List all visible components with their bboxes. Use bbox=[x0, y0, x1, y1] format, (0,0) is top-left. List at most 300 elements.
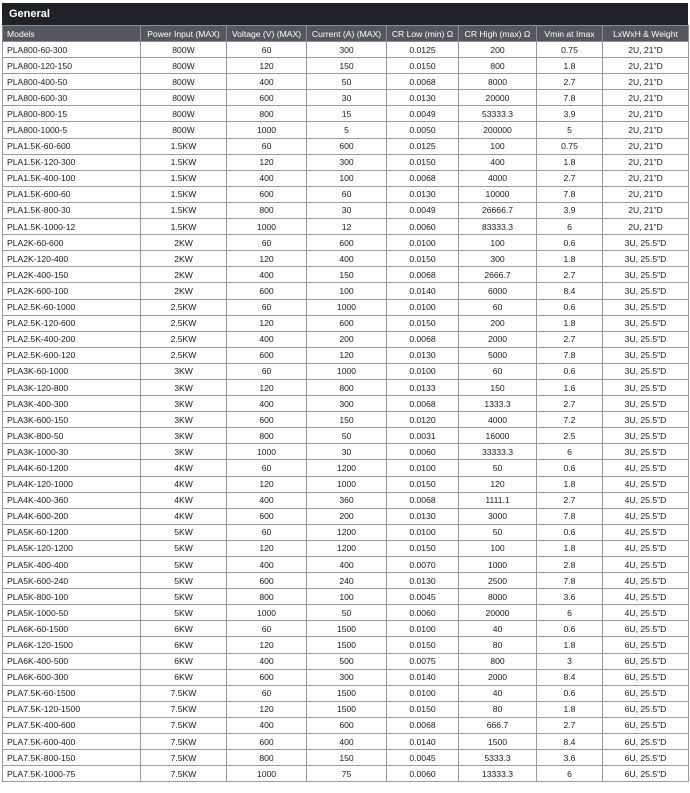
model-cell: PLA3K-1000-30 bbox=[3, 444, 141, 460]
table-row bbox=[3, 476, 689, 492]
model-cell: PLA800-120-150 bbox=[3, 58, 141, 74]
cr-high-cell: 2500 bbox=[459, 573, 537, 589]
dimensions-cell: 2U, 21"D bbox=[603, 42, 689, 58]
power-input-cell: 5KW bbox=[141, 540, 227, 556]
power-input-cell: 4KW bbox=[141, 460, 227, 476]
current-cell: 75 bbox=[307, 766, 387, 782]
cr-high-cell: 100 bbox=[459, 235, 537, 251]
voltage-cell: 400 bbox=[227, 170, 307, 186]
table-row bbox=[3, 766, 689, 782]
vmin-cell: 6 bbox=[537, 766, 603, 782]
current-cell: 1500 bbox=[307, 685, 387, 701]
voltage-cell: 800 bbox=[227, 750, 307, 766]
power-input-cell: 3KW bbox=[141, 412, 227, 428]
model-cell: PLA2.5K-60-1000 bbox=[3, 299, 141, 315]
voltage-cell: 1000 bbox=[227, 219, 307, 235]
table-row bbox=[3, 299, 689, 315]
cr-low-cell: 0.0150 bbox=[387, 637, 459, 653]
dimensions-cell: 3U, 25.5"D bbox=[603, 363, 689, 379]
current-cell: 400 bbox=[307, 251, 387, 267]
power-input-cell: 6KW bbox=[141, 653, 227, 669]
table-row bbox=[3, 251, 689, 267]
cr-low-cell: 0.0068 bbox=[387, 74, 459, 90]
cr-high-cell: 6000 bbox=[459, 283, 537, 299]
cr-low-cell: 0.0130 bbox=[387, 573, 459, 589]
power-input-cell: 1.5KW bbox=[141, 138, 227, 154]
cr-high-cell: 83333.3 bbox=[459, 219, 537, 235]
power-input-cell: 3KW bbox=[141, 444, 227, 460]
dimensions-cell: 2U, 21"D bbox=[603, 170, 689, 186]
current-cell: 150 bbox=[307, 58, 387, 74]
voltage-cell: 600 bbox=[227, 186, 307, 202]
cr-low-cell: 0.0100 bbox=[387, 299, 459, 315]
voltage-cell: 120 bbox=[227, 154, 307, 170]
cr-high-cell: 1333.3 bbox=[459, 396, 537, 412]
cr-low-cell: 0.0100 bbox=[387, 363, 459, 379]
model-cell: PLA2K-400-150 bbox=[3, 267, 141, 283]
voltage-cell: 400 bbox=[227, 396, 307, 412]
dimensions-cell: 3U, 25.5"D bbox=[603, 444, 689, 460]
cr-low-cell: 0.0100 bbox=[387, 460, 459, 476]
vmin-cell: 8.4 bbox=[537, 669, 603, 685]
dimensions-cell: 3U, 25.5"D bbox=[603, 412, 689, 428]
cr-low-cell: 0.0125 bbox=[387, 42, 459, 58]
power-input-cell: 800W bbox=[141, 42, 227, 58]
table-row bbox=[3, 460, 689, 476]
current-cell: 240 bbox=[307, 573, 387, 589]
dimensions-cell: 4U, 25.5"D bbox=[603, 573, 689, 589]
power-input-cell: 7.5KW bbox=[141, 766, 227, 782]
dimensions-cell: 4U, 25.5"D bbox=[603, 540, 689, 556]
table-row bbox=[3, 331, 689, 347]
power-input-cell: 5KW bbox=[141, 557, 227, 573]
power-input-cell: 7.5KW bbox=[141, 750, 227, 766]
vmin-cell: 2.7 bbox=[537, 74, 603, 90]
current-cell: 1500 bbox=[307, 637, 387, 653]
current-cell: 400 bbox=[307, 557, 387, 573]
cr-high-cell: 1000 bbox=[459, 557, 537, 573]
voltage-cell: 600 bbox=[227, 412, 307, 428]
model-cell: PLA2K-120-400 bbox=[3, 251, 141, 267]
table-row bbox=[3, 717, 689, 733]
spec-sheet bbox=[2, 3, 688, 782]
column-header-current: Current (A) (MAX) bbox=[307, 26, 387, 42]
voltage-cell: 60 bbox=[227, 42, 307, 58]
vmin-cell: 1.6 bbox=[537, 379, 603, 395]
cr-high-cell: 666.7 bbox=[459, 717, 537, 733]
dimensions-cell: 2U, 21"D bbox=[603, 186, 689, 202]
column-header-power-input: Power Input (MAX) bbox=[141, 26, 227, 42]
cr-high-cell: 53333.3 bbox=[459, 106, 537, 122]
dimensions-cell: 6U, 25.5"D bbox=[603, 637, 689, 653]
current-cell: 1500 bbox=[307, 701, 387, 717]
vmin-cell: 7.2 bbox=[537, 412, 603, 428]
cr-low-cell: 0.0060 bbox=[387, 766, 459, 782]
power-input-cell: 3KW bbox=[141, 428, 227, 444]
model-cell: PLA5K-1000-50 bbox=[3, 605, 141, 621]
current-cell: 30 bbox=[307, 202, 387, 218]
cr-high-cell: 150 bbox=[459, 379, 537, 395]
dimensions-cell: 4U, 25.5"D bbox=[603, 524, 689, 540]
vmin-cell: 2.7 bbox=[537, 717, 603, 733]
dimensions-cell: 3U, 25.5"D bbox=[603, 396, 689, 412]
model-cell: PLA4K-600-200 bbox=[3, 508, 141, 524]
model-cell: PLA4K-400-360 bbox=[3, 492, 141, 508]
power-input-cell: 4KW bbox=[141, 476, 227, 492]
vmin-cell: 2.7 bbox=[537, 396, 603, 412]
table-row bbox=[3, 74, 689, 90]
voltage-cell: 400 bbox=[227, 717, 307, 733]
cr-low-cell: 0.0060 bbox=[387, 605, 459, 621]
dimensions-cell: 2U, 21"D bbox=[603, 138, 689, 154]
dimensions-cell: 2U, 21"D bbox=[603, 219, 689, 235]
table-row bbox=[3, 379, 689, 395]
current-cell: 12 bbox=[307, 219, 387, 235]
dimensions-cell: 3U, 25.5"D bbox=[603, 283, 689, 299]
table-header bbox=[3, 26, 689, 42]
model-cell: PLA3K-120-800 bbox=[3, 379, 141, 395]
current-cell: 5 bbox=[307, 122, 387, 138]
model-cell: PLA1.5K-600-60 bbox=[3, 186, 141, 202]
vmin-cell: 0.6 bbox=[537, 685, 603, 701]
dimensions-cell: 2U, 21"D bbox=[603, 106, 689, 122]
power-input-cell: 800W bbox=[141, 106, 227, 122]
section-title: General bbox=[2, 3, 688, 25]
cr-low-cell: 0.0070 bbox=[387, 557, 459, 573]
cr-high-cell: 60 bbox=[459, 363, 537, 379]
power-input-cell: 3KW bbox=[141, 363, 227, 379]
cr-high-cell: 50 bbox=[459, 460, 537, 476]
model-cell: PLA1.5K-1000-12 bbox=[3, 219, 141, 235]
voltage-cell: 120 bbox=[227, 540, 307, 556]
table-row bbox=[3, 428, 689, 444]
cr-low-cell: 0.0050 bbox=[387, 122, 459, 138]
power-input-cell: 3KW bbox=[141, 396, 227, 412]
table-row bbox=[3, 106, 689, 122]
model-cell: PLA1.5K-400-100 bbox=[3, 170, 141, 186]
model-cell: PLA800-600-30 bbox=[3, 90, 141, 106]
dimensions-cell: 2U, 21"D bbox=[603, 202, 689, 218]
dimensions-cell: 4U, 25.5"D bbox=[603, 589, 689, 605]
dimensions-cell: 3U, 25.5"D bbox=[603, 267, 689, 283]
voltage-cell: 60 bbox=[227, 621, 307, 637]
current-cell: 100 bbox=[307, 170, 387, 186]
vmin-cell: 1.8 bbox=[537, 315, 603, 331]
power-input-cell: 800W bbox=[141, 74, 227, 90]
vmin-cell: 5 bbox=[537, 122, 603, 138]
current-cell: 1200 bbox=[307, 460, 387, 476]
voltage-cell: 60 bbox=[227, 235, 307, 251]
cr-low-cell: 0.0130 bbox=[387, 186, 459, 202]
current-cell: 500 bbox=[307, 653, 387, 669]
cr-high-cell: 300 bbox=[459, 251, 537, 267]
table-row bbox=[3, 396, 689, 412]
column-header-cr-low: CR Low (min) Ω bbox=[387, 26, 459, 42]
cr-high-cell: 120 bbox=[459, 476, 537, 492]
cr-low-cell: 0.0060 bbox=[387, 444, 459, 460]
cr-high-cell: 100 bbox=[459, 540, 537, 556]
dimensions-cell: 4U, 25.5"D bbox=[603, 460, 689, 476]
model-cell: PLA5K-60-1200 bbox=[3, 524, 141, 540]
cr-high-cell: 8000 bbox=[459, 74, 537, 90]
voltage-cell: 120 bbox=[227, 315, 307, 331]
model-cell: PLA1.5K-120-300 bbox=[3, 154, 141, 170]
current-cell: 15 bbox=[307, 106, 387, 122]
table-row bbox=[3, 685, 689, 701]
model-cell: PLA4K-60-1200 bbox=[3, 460, 141, 476]
vmin-cell: 0.75 bbox=[537, 138, 603, 154]
table-row bbox=[3, 186, 689, 202]
power-input-cell: 2KW bbox=[141, 283, 227, 299]
current-cell: 150 bbox=[307, 412, 387, 428]
column-header-dimensions: LxWxH & Weight bbox=[603, 26, 689, 42]
current-cell: 100 bbox=[307, 283, 387, 299]
cr-high-cell: 3000 bbox=[459, 508, 537, 524]
vmin-cell: 1.8 bbox=[537, 540, 603, 556]
table-row bbox=[3, 202, 689, 218]
cr-high-cell: 80 bbox=[459, 701, 537, 717]
model-cell: PLA1.5K-800-30 bbox=[3, 202, 141, 218]
current-cell: 150 bbox=[307, 750, 387, 766]
dimensions-cell: 2U, 21"D bbox=[603, 154, 689, 170]
vmin-cell: 2.7 bbox=[537, 492, 603, 508]
power-input-cell: 5KW bbox=[141, 589, 227, 605]
model-cell: PLA7.5K-600-400 bbox=[3, 734, 141, 750]
cr-high-cell: 10000 bbox=[459, 186, 537, 202]
dimensions-cell: 4U, 25.5"D bbox=[603, 508, 689, 524]
vmin-cell: 0.6 bbox=[537, 524, 603, 540]
model-cell: PLA6K-60-1500 bbox=[3, 621, 141, 637]
vmin-cell: 7.8 bbox=[537, 186, 603, 202]
model-cell: PLA5K-800-100 bbox=[3, 589, 141, 605]
cr-high-cell: 4000 bbox=[459, 170, 537, 186]
voltage-cell: 120 bbox=[227, 637, 307, 653]
table-row bbox=[3, 90, 689, 106]
model-cell: PLA7.5K-120-1500 bbox=[3, 701, 141, 717]
voltage-cell: 60 bbox=[227, 524, 307, 540]
cr-high-cell: 5333.3 bbox=[459, 750, 537, 766]
dimensions-cell: 2U, 21"D bbox=[603, 58, 689, 74]
vmin-cell: 1.8 bbox=[537, 154, 603, 170]
model-cell: PLA1.5K-60-600 bbox=[3, 138, 141, 154]
dimensions-cell: 2U, 21"D bbox=[603, 74, 689, 90]
power-input-cell: 1.5KW bbox=[141, 154, 227, 170]
voltage-cell: 600 bbox=[227, 90, 307, 106]
model-cell: PLA6K-120-1500 bbox=[3, 637, 141, 653]
power-input-cell: 1.5KW bbox=[141, 186, 227, 202]
cr-high-cell: 13333.3 bbox=[459, 766, 537, 782]
power-input-cell: 7.5KW bbox=[141, 734, 227, 750]
cr-high-cell: 60 bbox=[459, 299, 537, 315]
vmin-cell: 0.6 bbox=[537, 460, 603, 476]
current-cell: 1000 bbox=[307, 363, 387, 379]
cr-low-cell: 0.0068 bbox=[387, 717, 459, 733]
current-cell: 50 bbox=[307, 605, 387, 621]
current-cell: 1500 bbox=[307, 621, 387, 637]
current-cell: 600 bbox=[307, 138, 387, 154]
dimensions-cell: 4U, 25.5"D bbox=[603, 476, 689, 492]
voltage-cell: 120 bbox=[227, 701, 307, 717]
cr-high-cell: 4000 bbox=[459, 412, 537, 428]
power-input-cell: 2.5KW bbox=[141, 347, 227, 363]
dimensions-cell: 3U, 25.5"D bbox=[603, 331, 689, 347]
table-row bbox=[3, 347, 689, 363]
cr-high-cell: 400 bbox=[459, 154, 537, 170]
cr-low-cell: 0.0150 bbox=[387, 251, 459, 267]
power-input-cell: 5KW bbox=[141, 524, 227, 540]
cr-low-cell: 0.0068 bbox=[387, 267, 459, 283]
cr-high-cell: 800 bbox=[459, 58, 537, 74]
table-row bbox=[3, 734, 689, 750]
current-cell: 150 bbox=[307, 267, 387, 283]
cr-low-cell: 0.0068 bbox=[387, 396, 459, 412]
cr-high-cell: 800 bbox=[459, 653, 537, 669]
dimensions-cell: 6U, 25.5"D bbox=[603, 734, 689, 750]
vmin-cell: 2.7 bbox=[537, 331, 603, 347]
vmin-cell: 0.6 bbox=[537, 299, 603, 315]
model-cell: PLA2K-60-600 bbox=[3, 235, 141, 251]
column-header-models: Models bbox=[3, 26, 141, 42]
current-cell: 50 bbox=[307, 428, 387, 444]
vmin-cell: 0.6 bbox=[537, 235, 603, 251]
cr-high-cell: 200 bbox=[459, 315, 537, 331]
model-cell: PLA7.5K-400-600 bbox=[3, 717, 141, 733]
dimensions-cell: 3U, 25.5"D bbox=[603, 251, 689, 267]
table-row bbox=[3, 122, 689, 138]
voltage-cell: 60 bbox=[227, 299, 307, 315]
voltage-cell: 400 bbox=[227, 653, 307, 669]
voltage-cell: 400 bbox=[227, 74, 307, 90]
vmin-cell: 1.8 bbox=[537, 637, 603, 653]
model-cell: PLA7.5K-60-1500 bbox=[3, 685, 141, 701]
power-input-cell: 800W bbox=[141, 58, 227, 74]
table-body bbox=[3, 42, 689, 782]
power-input-cell: 7.5KW bbox=[141, 685, 227, 701]
dimensions-cell: 6U, 25.5"D bbox=[603, 685, 689, 701]
cr-low-cell: 0.0100 bbox=[387, 621, 459, 637]
vmin-cell: 3 bbox=[537, 653, 603, 669]
table-row bbox=[3, 524, 689, 540]
dimensions-cell: 3U, 25.5"D bbox=[603, 315, 689, 331]
table-row bbox=[3, 557, 689, 573]
voltage-cell: 60 bbox=[227, 138, 307, 154]
cr-high-cell: 5000 bbox=[459, 347, 537, 363]
voltage-cell: 400 bbox=[227, 331, 307, 347]
dimensions-cell: 6U, 25.5"D bbox=[603, 717, 689, 733]
vmin-cell: 0.6 bbox=[537, 621, 603, 637]
current-cell: 50 bbox=[307, 74, 387, 90]
model-cell: PLA800-1000-5 bbox=[3, 122, 141, 138]
cr-low-cell: 0.0140 bbox=[387, 669, 459, 685]
voltage-cell: 1000 bbox=[227, 444, 307, 460]
current-cell: 30 bbox=[307, 90, 387, 106]
vmin-cell: 8.4 bbox=[537, 283, 603, 299]
vmin-cell: 6 bbox=[537, 444, 603, 460]
model-cell: PLA5K-400-400 bbox=[3, 557, 141, 573]
power-input-cell: 6KW bbox=[141, 621, 227, 637]
voltage-cell: 600 bbox=[227, 283, 307, 299]
power-input-cell: 7.5KW bbox=[141, 701, 227, 717]
voltage-cell: 400 bbox=[227, 267, 307, 283]
model-cell: PLA3K-60-1000 bbox=[3, 363, 141, 379]
current-cell: 100 bbox=[307, 589, 387, 605]
table-row bbox=[3, 637, 689, 653]
voltage-cell: 1000 bbox=[227, 766, 307, 782]
current-cell: 300 bbox=[307, 396, 387, 412]
power-input-cell: 4KW bbox=[141, 492, 227, 508]
cr-low-cell: 0.0150 bbox=[387, 315, 459, 331]
cr-high-cell: 200 bbox=[459, 42, 537, 58]
cr-low-cell: 0.0031 bbox=[387, 428, 459, 444]
table-row bbox=[3, 653, 689, 669]
voltage-cell: 800 bbox=[227, 589, 307, 605]
cr-high-cell: 1500 bbox=[459, 734, 537, 750]
current-cell: 30 bbox=[307, 444, 387, 460]
cr-low-cell: 0.0133 bbox=[387, 379, 459, 395]
vmin-cell: 3.9 bbox=[537, 202, 603, 218]
dimensions-cell: 6U, 25.5"D bbox=[603, 669, 689, 685]
dimensions-cell: 3U, 25.5"D bbox=[603, 379, 689, 395]
voltage-cell: 120 bbox=[227, 476, 307, 492]
current-cell: 300 bbox=[307, 42, 387, 58]
column-header-voltage: Voltage (V) (MAX) bbox=[227, 26, 307, 42]
voltage-cell: 800 bbox=[227, 106, 307, 122]
current-cell: 800 bbox=[307, 379, 387, 395]
vmin-cell: 2.8 bbox=[537, 557, 603, 573]
model-cell: PLA2.5K-600-120 bbox=[3, 347, 141, 363]
vmin-cell: 1.8 bbox=[537, 58, 603, 74]
vmin-cell: 8.4 bbox=[537, 734, 603, 750]
model-cell: PLA2.5K-120-600 bbox=[3, 315, 141, 331]
cr-low-cell: 0.0049 bbox=[387, 202, 459, 218]
power-input-cell: 6KW bbox=[141, 637, 227, 653]
table-row bbox=[3, 492, 689, 508]
cr-high-cell: 40 bbox=[459, 685, 537, 701]
power-input-cell: 5KW bbox=[141, 573, 227, 589]
column-header-vmin: Vmin at Imax bbox=[537, 26, 603, 42]
power-input-cell: 800W bbox=[141, 122, 227, 138]
table-row bbox=[3, 283, 689, 299]
current-cell: 1200 bbox=[307, 540, 387, 556]
cr-low-cell: 0.0100 bbox=[387, 685, 459, 701]
cr-low-cell: 0.0045 bbox=[387, 589, 459, 605]
table-row bbox=[3, 315, 689, 331]
table-row bbox=[3, 219, 689, 235]
cr-high-cell: 50 bbox=[459, 524, 537, 540]
current-cell: 400 bbox=[307, 734, 387, 750]
model-cell: PLA2.5K-400-200 bbox=[3, 331, 141, 347]
voltage-cell: 600 bbox=[227, 347, 307, 363]
dimensions-cell: 3U, 25.5"D bbox=[603, 299, 689, 315]
power-input-cell: 2.5KW bbox=[141, 315, 227, 331]
power-input-cell: 3KW bbox=[141, 379, 227, 395]
current-cell: 600 bbox=[307, 717, 387, 733]
model-cell: PLA7.5K-800-150 bbox=[3, 750, 141, 766]
vmin-cell: 3.9 bbox=[537, 106, 603, 122]
vmin-cell: 6 bbox=[537, 219, 603, 235]
model-cell: PLA800-800-15 bbox=[3, 106, 141, 122]
vmin-cell: 2.7 bbox=[537, 170, 603, 186]
vmin-cell: 1.8 bbox=[537, 251, 603, 267]
power-input-cell: 1.5KW bbox=[141, 170, 227, 186]
power-input-cell: 2KW bbox=[141, 251, 227, 267]
model-cell: PLA2K-600-100 bbox=[3, 283, 141, 299]
model-cell: PLA5K-600-240 bbox=[3, 573, 141, 589]
cr-low-cell: 0.0068 bbox=[387, 331, 459, 347]
vmin-cell: 7.8 bbox=[537, 508, 603, 524]
column-header-cr-high: CR High (max) Ω bbox=[459, 26, 537, 42]
current-cell: 600 bbox=[307, 315, 387, 331]
